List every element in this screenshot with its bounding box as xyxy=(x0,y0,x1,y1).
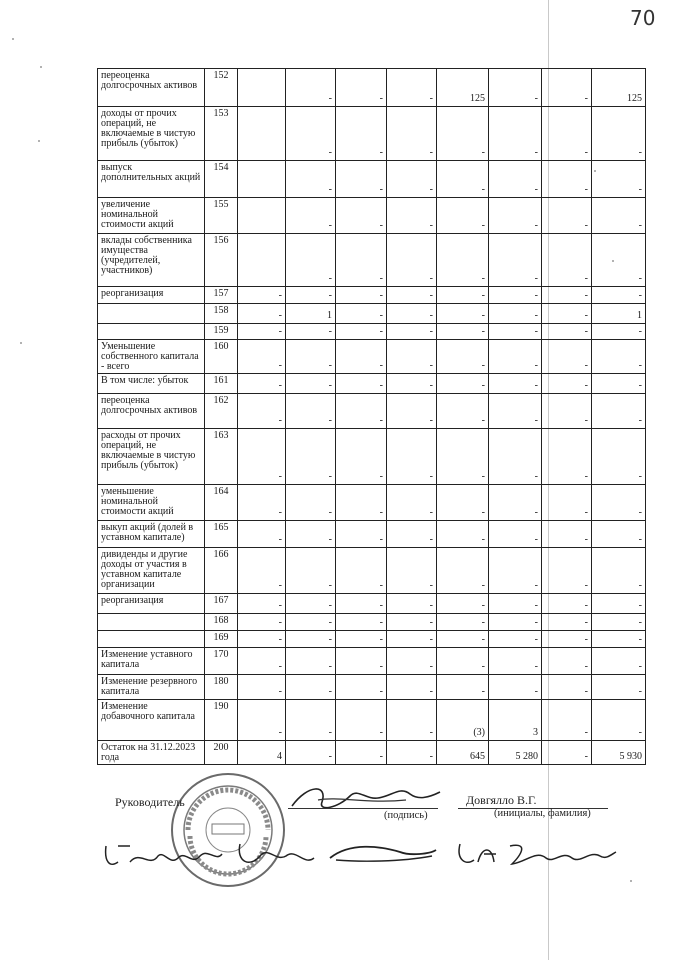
cell-value xyxy=(238,107,286,161)
table-row-159 xyxy=(98,324,646,340)
cell-value: - xyxy=(592,485,646,521)
scan-speck xyxy=(38,140,40,142)
cell-value: - xyxy=(592,234,646,287)
cell-value: - xyxy=(437,594,489,614)
cell-value: - xyxy=(238,304,286,324)
cell-value: - xyxy=(387,107,437,161)
cell-value: - xyxy=(592,340,646,374)
cell-value: - xyxy=(542,429,592,485)
cell-value: - xyxy=(489,69,542,107)
row-code: 166 xyxy=(205,548,238,594)
cell-value: - xyxy=(387,304,437,324)
cell-value: - xyxy=(592,700,646,741)
cell-value: - xyxy=(489,648,542,675)
cell-value: - xyxy=(542,107,592,161)
cell-value: - xyxy=(437,521,489,548)
cell-value: - xyxy=(336,324,387,340)
cell-value: - xyxy=(286,287,336,304)
cell-value: - xyxy=(592,614,646,631)
cell-value: - xyxy=(286,324,336,340)
scan-speck xyxy=(20,342,22,344)
row-label: доходы от прочих операций, не включаемые в чистую прибыль (убыток) xyxy=(98,107,205,161)
cell-value: 1 xyxy=(592,304,646,324)
row-code: 168 xyxy=(205,614,238,631)
cell-value: - xyxy=(437,340,489,374)
table-row-200 xyxy=(98,741,646,765)
row-label: увеличение номинальной стоимости акций xyxy=(98,198,205,234)
cell-value: - xyxy=(336,594,387,614)
row-label: расходы от прочих операций, не включаемые в чистую прибыль (убыток) xyxy=(98,429,205,485)
cell-value: - xyxy=(387,340,437,374)
row-label: вклады собственника имущества (учредителей, участников) xyxy=(98,234,205,287)
cell-value: - xyxy=(336,69,387,107)
cell-value: - xyxy=(387,548,437,594)
cell-value: - xyxy=(238,324,286,340)
cell-value: - xyxy=(592,107,646,161)
cell-value xyxy=(238,69,286,107)
table-row-166 xyxy=(98,548,646,594)
cell-value: - xyxy=(489,340,542,374)
scan-speck xyxy=(12,38,14,40)
chief-accountant-handwriting xyxy=(100,832,620,878)
cell-value: - xyxy=(592,324,646,340)
scan-speck xyxy=(40,66,42,68)
cell-value: - xyxy=(238,485,286,521)
cell-value: - xyxy=(286,394,336,429)
head-title: Руководитель xyxy=(115,795,185,809)
cell-value: - xyxy=(437,324,489,340)
table-row-158 xyxy=(98,304,646,324)
cell-value: - xyxy=(542,741,592,765)
cell-value: - xyxy=(542,675,592,700)
cell-value: - xyxy=(542,374,592,394)
cell-value: - xyxy=(387,594,437,614)
cell-value: - xyxy=(387,394,437,429)
cell-value: - xyxy=(542,340,592,374)
cell-value: - xyxy=(286,675,336,700)
cell-value: - xyxy=(542,304,592,324)
cell-value: - xyxy=(286,69,336,107)
row-label: Уменьшение собственного капитала - всего xyxy=(98,340,205,374)
cell-value: - xyxy=(437,374,489,394)
row-label xyxy=(98,631,205,648)
row-label: Изменение добавочного капитала xyxy=(98,700,205,741)
table-row-165 xyxy=(98,521,646,548)
cell-value: - xyxy=(489,287,542,304)
row-code: 167 xyxy=(205,594,238,614)
cell-value xyxy=(238,198,286,234)
cell-value: - xyxy=(489,324,542,340)
row-code: 169 xyxy=(205,631,238,648)
cell-value: - xyxy=(336,521,387,548)
cell-value: - xyxy=(387,324,437,340)
table-row-168 xyxy=(98,614,646,631)
cell-value: - xyxy=(489,107,542,161)
cell-value: - xyxy=(238,594,286,614)
row-code: 170 xyxy=(205,648,238,675)
cell-value: - xyxy=(437,198,489,234)
row-code: 161 xyxy=(205,374,238,394)
cell-value: - xyxy=(238,394,286,429)
cell-value: - xyxy=(336,304,387,324)
table-row-153 xyxy=(98,107,646,161)
cell-value: - xyxy=(387,198,437,234)
cell-value: - xyxy=(286,374,336,394)
table-row-155 xyxy=(98,198,646,234)
cell-value: - xyxy=(336,198,387,234)
cell-value: - xyxy=(437,107,489,161)
cell-value: - xyxy=(592,394,646,429)
initials-caption: (инициалы, фамилия) xyxy=(494,808,591,819)
cell-value: - xyxy=(489,374,542,394)
cell-value: - xyxy=(437,304,489,324)
cell-value: - xyxy=(238,429,286,485)
cell-value: - xyxy=(542,614,592,631)
cell-value: - xyxy=(387,161,437,198)
cell-value: - xyxy=(437,648,489,675)
cell-value: - xyxy=(336,394,387,429)
cell-value: - xyxy=(542,485,592,521)
cell-value: - xyxy=(286,107,336,161)
cell-value: - xyxy=(489,614,542,631)
table-row-162 xyxy=(98,394,646,429)
row-code: 159 xyxy=(205,324,238,340)
cell-value: - xyxy=(336,485,387,521)
table-row-161 xyxy=(98,374,646,394)
signature-line xyxy=(288,808,438,809)
cell-value: 3 xyxy=(489,700,542,741)
cell-value: - xyxy=(336,631,387,648)
row-label xyxy=(98,304,205,324)
cell-value: - xyxy=(336,107,387,161)
cell-value: - xyxy=(542,69,592,107)
cell-value: 5 930 xyxy=(592,741,646,765)
row-code: 180 xyxy=(205,675,238,700)
cell-value: 645 xyxy=(437,741,489,765)
row-label: реорганизация xyxy=(98,594,205,614)
row-code: 156 xyxy=(205,234,238,287)
table-row-180 xyxy=(98,675,646,700)
row-code: 152 xyxy=(205,69,238,107)
cell-value: - xyxy=(437,548,489,594)
head-name: Довгялло В.Г. xyxy=(466,793,537,807)
row-label: Изменение резервного капитала xyxy=(98,675,205,700)
cell-value: - xyxy=(542,700,592,741)
cell-value: - xyxy=(336,287,387,304)
row-label: Остаток на 31.12.2023 года xyxy=(98,741,205,765)
cell-value: - xyxy=(286,648,336,675)
row-code: 163 xyxy=(205,429,238,485)
cell-value: - xyxy=(592,374,646,394)
table-row-163 xyxy=(98,429,646,485)
cell-value: - xyxy=(592,429,646,485)
cell-value: 4 xyxy=(238,741,286,765)
cell-value: - xyxy=(286,429,336,485)
cell-value: - xyxy=(387,631,437,648)
cell-value: - xyxy=(238,287,286,304)
row-label: выпуск дополнительных акций xyxy=(98,161,205,198)
table-row-156 xyxy=(98,234,646,287)
cell-value: - xyxy=(336,234,387,287)
row-label: переоценка долгосрочных активов xyxy=(98,69,205,107)
cell-value: 125 xyxy=(592,69,646,107)
cell-value: - xyxy=(238,614,286,631)
cell-value: - xyxy=(286,700,336,741)
cell-value: - xyxy=(387,485,437,521)
table-row-169 xyxy=(98,631,646,648)
cell-value: - xyxy=(286,614,336,631)
cell-value: - xyxy=(489,429,542,485)
row-code: 155 xyxy=(205,198,238,234)
cell-value: - xyxy=(238,631,286,648)
cell-value: - xyxy=(489,198,542,234)
cell-value: 5 280 xyxy=(489,741,542,765)
row-label: Изменение уставного капитала xyxy=(98,648,205,675)
row-code: 154 xyxy=(205,161,238,198)
cell-value: - xyxy=(286,485,336,521)
cell-value: - xyxy=(592,521,646,548)
cell-value: - xyxy=(542,648,592,675)
row-label: переоценка долгосрочных активов xyxy=(98,394,205,429)
table-row-157 xyxy=(98,287,646,304)
cell-value: - xyxy=(336,374,387,394)
row-label: выкуп акций (долей в уставном капитале) xyxy=(98,521,205,548)
cell-value: - xyxy=(336,340,387,374)
cell-value: - xyxy=(336,614,387,631)
cell-value: - xyxy=(592,631,646,648)
cell-value: - xyxy=(542,324,592,340)
row-code: 157 xyxy=(205,287,238,304)
row-code: 165 xyxy=(205,521,238,548)
cell-value: - xyxy=(592,648,646,675)
table-row-164 xyxy=(98,485,646,521)
table-row-167 xyxy=(98,594,646,614)
cell-value: - xyxy=(489,675,542,700)
row-code: 158 xyxy=(205,304,238,324)
cell-value: - xyxy=(238,700,286,741)
cell-value: - xyxy=(238,340,286,374)
cell-value: - xyxy=(542,161,592,198)
table-row-152 xyxy=(98,69,646,107)
cell-value: - xyxy=(592,594,646,614)
cell-value: - xyxy=(437,614,489,631)
cell-value: - xyxy=(542,287,592,304)
cell-value: - xyxy=(286,198,336,234)
cell-value: - xyxy=(238,648,286,675)
row-code: 153 xyxy=(205,107,238,161)
cell-value: - xyxy=(387,700,437,741)
signature-caption: (подпись) xyxy=(384,810,428,821)
cell-value: - xyxy=(592,287,646,304)
cell-value: - xyxy=(336,548,387,594)
cell-value: - xyxy=(437,394,489,429)
cell-value: 125 xyxy=(437,69,489,107)
cell-value: - xyxy=(542,234,592,287)
row-code: 200 xyxy=(205,741,238,765)
cell-value: - xyxy=(489,594,542,614)
cell-value: - xyxy=(336,741,387,765)
cell-value: - xyxy=(437,234,489,287)
row-label: В том числе: убыток xyxy=(98,374,205,394)
cell-value: - xyxy=(542,198,592,234)
cell-value: - xyxy=(489,394,542,429)
row-code: 160 xyxy=(205,340,238,374)
cell-value: - xyxy=(592,161,646,198)
cell-value: - xyxy=(437,631,489,648)
cell-value: - xyxy=(336,700,387,741)
table-row-190 xyxy=(98,700,646,741)
row-label xyxy=(98,324,205,340)
cell-value: - xyxy=(286,594,336,614)
cell-value: - xyxy=(542,594,592,614)
cell-value: - xyxy=(238,374,286,394)
table-row-170 xyxy=(98,648,646,675)
row-label: уменьшение номинальной стоимости акций xyxy=(98,485,205,521)
cell-value: - xyxy=(542,521,592,548)
cell-value: - xyxy=(336,429,387,485)
cell-value: - xyxy=(542,631,592,648)
row-label: реорганизация xyxy=(98,287,205,304)
cell-value: - xyxy=(387,287,437,304)
cell-value: - xyxy=(437,161,489,198)
equity-changes-table xyxy=(97,68,646,765)
cell-value: - xyxy=(542,548,592,594)
cell-value: - xyxy=(286,741,336,765)
cell-value: - xyxy=(387,741,437,765)
cell-value: 1 xyxy=(286,304,336,324)
cell-value: - xyxy=(387,234,437,287)
cell-value: - xyxy=(387,521,437,548)
row-code: 162 xyxy=(205,394,238,429)
cell-value: - xyxy=(542,394,592,429)
cell-value: - xyxy=(286,631,336,648)
cell-value: - xyxy=(592,675,646,700)
cell-value: - xyxy=(286,340,336,374)
page-number: 70 xyxy=(630,6,656,30)
cell-value: - xyxy=(437,675,489,700)
cell-value: - xyxy=(336,648,387,675)
cell-value: - xyxy=(238,675,286,700)
cell-value: - xyxy=(489,234,542,287)
cell-value: - xyxy=(592,198,646,234)
table-row-160 xyxy=(98,340,646,374)
cell-value: - xyxy=(336,675,387,700)
row-label xyxy=(98,614,205,631)
cell-value: - xyxy=(489,161,542,198)
cell-value: - xyxy=(592,548,646,594)
cell-value: - xyxy=(286,234,336,287)
cell-value: - xyxy=(387,675,437,700)
cell-value: - xyxy=(286,161,336,198)
cell-value: - xyxy=(286,521,336,548)
cell-value: - xyxy=(387,374,437,394)
table-row-154 xyxy=(98,161,646,198)
cell-value: - xyxy=(489,631,542,648)
cell-value: - xyxy=(387,69,437,107)
cell-value: - xyxy=(489,548,542,594)
cell-value: - xyxy=(387,614,437,631)
cell-value: - xyxy=(387,648,437,675)
cell-value: - xyxy=(437,485,489,521)
cell-value: - xyxy=(387,429,437,485)
row-code: 164 xyxy=(205,485,238,521)
scan-speck xyxy=(630,880,632,882)
cell-value xyxy=(238,234,286,287)
cell-value: - xyxy=(437,429,489,485)
cell-value: - xyxy=(489,521,542,548)
cell-value: - xyxy=(489,304,542,324)
cell-value: - xyxy=(336,161,387,198)
cell-value: - xyxy=(286,548,336,594)
row-code: 190 xyxy=(205,700,238,741)
cell-value: - xyxy=(489,485,542,521)
cell-value xyxy=(238,161,286,198)
cell-value: - xyxy=(238,548,286,594)
cell-value: - xyxy=(437,287,489,304)
cell-value: (3) xyxy=(437,700,489,741)
row-label: дивиденды и другие доходы от участия в уставном капитале организации xyxy=(98,548,205,594)
cell-value: - xyxy=(238,521,286,548)
